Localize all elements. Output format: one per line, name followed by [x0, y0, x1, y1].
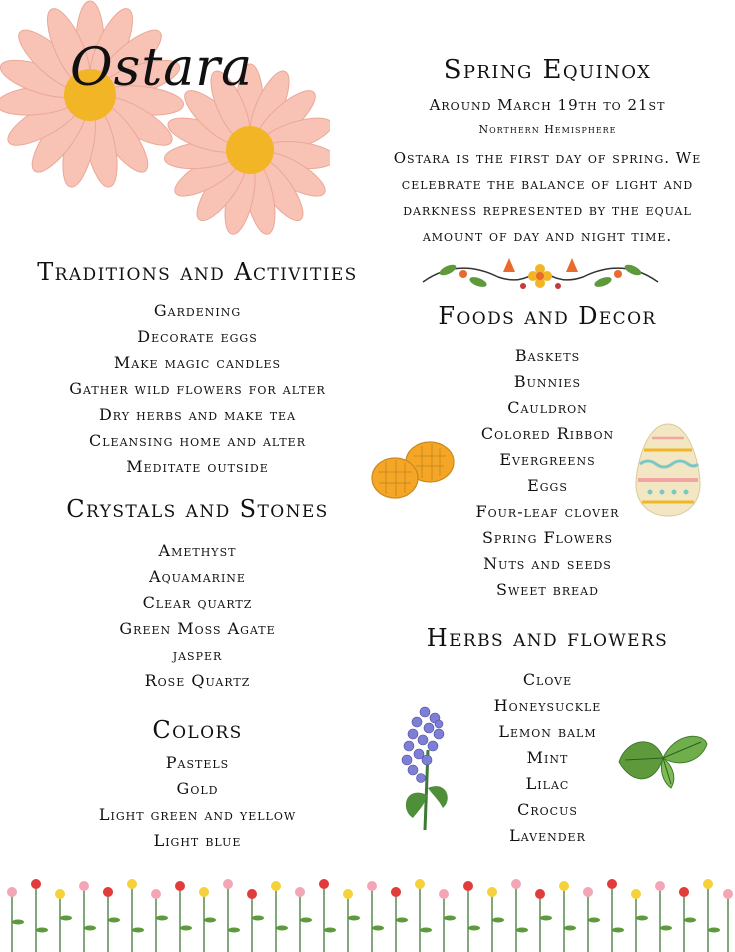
list-item: Pastels	[165, 753, 230, 772]
list-item: Spring Flowers	[481, 528, 614, 547]
equinox-date: Around March 19th to 21st	[429, 96, 666, 114]
equinox-line: amount of day and night time.	[422, 227, 673, 245]
equinox-heading: Spring Equinox	[443, 55, 652, 85]
list-item: Baskets	[514, 346, 581, 365]
list-item: Rose Quartz	[144, 671, 251, 690]
list-item: Light green and yellow	[98, 805, 297, 824]
list-item: Lilac	[525, 774, 570, 793]
colors-heading: Colors	[152, 716, 243, 744]
list-item: Eggs	[527, 476, 568, 495]
list-item: Cleansing home and alter	[89, 431, 306, 450]
list-item: Clove	[522, 670, 573, 689]
list-item: Meditate outside	[126, 457, 269, 476]
list-item: Decorate eggs	[137, 327, 258, 346]
list-item: Gold	[176, 779, 219, 798]
list-item: Clear quartz	[142, 593, 253, 612]
floral-divider-ornament	[418, 252, 663, 296]
easter-egg-illustration	[632, 420, 704, 520]
traditions-heading: Traditions and Activities	[37, 258, 358, 286]
list-item: Colored Ribbon	[480, 424, 615, 443]
crystals-heading: Crystals and Stones	[66, 495, 329, 523]
list-item: Sweet bread	[496, 580, 599, 599]
list-item: Four-leaf clover	[475, 502, 620, 521]
foods-list	[445, 343, 650, 603]
list-item: Evergreens	[499, 450, 596, 469]
equinox-line: celebrate the balance of light and	[401, 175, 694, 193]
list-item: Dry herbs and make tea	[98, 405, 297, 424]
list-item: Green Moss Agate	[119, 619, 276, 638]
foods-heading: Foods and Decor	[438, 302, 657, 330]
list-item: jasper	[172, 645, 223, 664]
list-item: Bunnies	[513, 372, 582, 391]
list-item: Aquamarine	[149, 567, 246, 586]
list-item: Mint	[526, 748, 569, 767]
list-item: Gather wild flowers for alter	[69, 379, 326, 398]
list-item: Lemon balm	[498, 722, 597, 741]
equinox-hemisphere: Northern Hemisphere	[478, 123, 617, 136]
sweet-bread-illustration	[370, 438, 460, 503]
equinox-description	[380, 145, 715, 249]
flower-border-illustration	[0, 872, 735, 952]
equinox-line: darkness represented by the equal	[403, 201, 692, 219]
list-item: Light blue	[153, 831, 242, 850]
herbs-heading: Herbs and flowers	[426, 624, 669, 652]
page-title: Ostara	[70, 38, 254, 98]
lilac-illustration	[395, 700, 460, 840]
list-item: Amethyst	[158, 541, 237, 560]
list-item: Gardening	[153, 301, 242, 320]
colors-list	[20, 750, 375, 854]
list-item: Cauldron	[507, 398, 588, 417]
list-item: Make magic candles	[113, 353, 282, 372]
traditions-list	[20, 298, 375, 480]
mint-leaves-illustration	[615, 728, 710, 790]
equinox-line: Ostara is the first day of spring. We	[393, 149, 702, 167]
list-item: Nuts and seeds	[483, 554, 612, 573]
crystals-list	[20, 538, 375, 694]
list-item: Honeysuckle	[493, 696, 602, 715]
list-item: Lavender	[509, 826, 586, 845]
list-item: Crocus	[517, 800, 578, 819]
daisy-flowers-illustration	[0, 0, 330, 240]
